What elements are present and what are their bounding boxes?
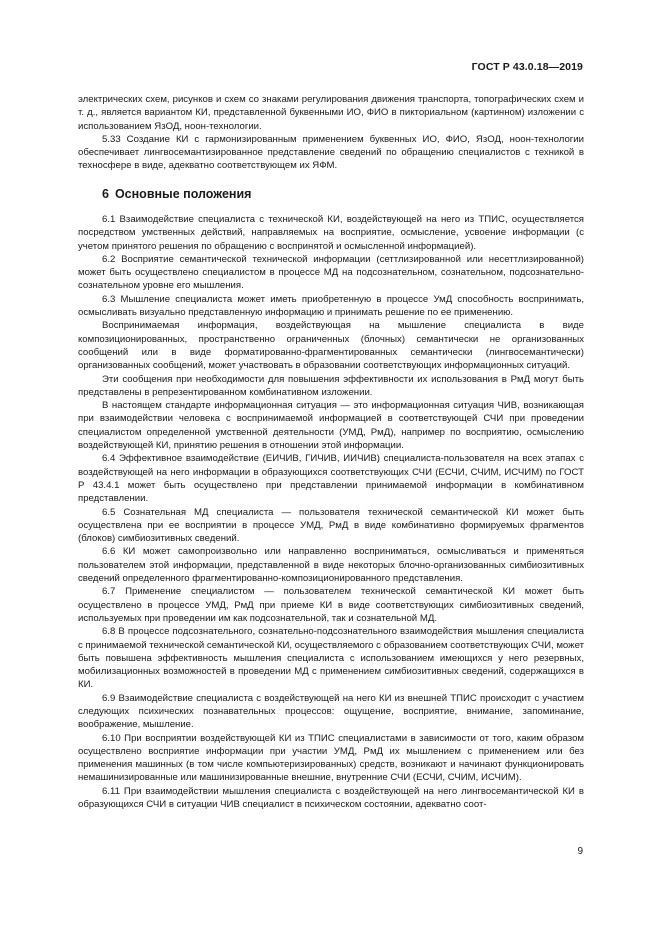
paragraph: 6.4 Эффективное взаимодействие (ЕИЧИВ, ГИЧИВ, ИИЧИВ) специалиста-пользователя на всех этапах с воздействующей на него информации в образующихся соответствующих СЧИ (ЕСЧИ, СЧИМ, ИСЧИМ) по ГОСТ Р 43.4.1 может быть осуществлено при представлении принимаемой информации в комбинативном представлении. xyxy=(78,453,584,505)
paragraph: 6.10 При восприятии воздействующей КИ из ТПИС специалистами в зависимости от того, каким образом осуществлено восприятие информации при участии УМД, РмД их мышлением с применением или без применения машинных (в том числе компьютеризированных) средств, возникают и начинают функционировать немашинизированные или машинизированные внешние, внутренние СЧИ (ЕСЧИ, СЧИМ, ИСЧИМ). xyxy=(78,732,584,784)
paragraph: Эти сообщения при необходимости для повышения эффективности их использования в РмД могут быть представлены в репрезентированном комбинативном изложении. xyxy=(78,373,584,398)
intro-paragraph: 5.33 Создание КИ с гармонизированным применением буквенных ИО, ФИО, ЯзОД, ноон-технологии обеспечивает лингвосемантизированное представление сведений по обращению специалистов с техникой в техносфере в виде, адекватно соответствующем их ЯФМ. xyxy=(78,133,584,172)
paragraph: 6.3 Мышление специалиста может иметь приобретенную в процессе УмД способность воспринимать, осмысливать визуально представленную информацию и принимать решение по ее применению. xyxy=(78,293,584,319)
paragraph: 6.8 В процессе подсознательного, сознательно-подсознательного взаимодействия мышления специалиста с принимаемой технической семантической КИ, осуществляемого с образованием соответствующих СЧИ, может быть повышена эффективность мышления специалиста с использованием имеющихся у него резервных, мобилизационных возможностей в проведении МД с применением симбиозитивных сведений, содержащихся в КИ. xyxy=(78,626,584,691)
section-title: Основные положения xyxy=(114,187,252,201)
paragraph: 6.2 Восприятие семантической технической информации (сеттлизированной или несеттлизированной) может быть осуществлено специалистом в процессе МД на подсознательном, сознательном, подсознательно-сознательном уровне его мышления. xyxy=(78,253,584,292)
paragraph: 6.5 Сознательная МД специалиста — пользователя технической семантической КИ может быть осуществлена при ее восприятии в процессе УМД, РмД в виде комбинативно формируемых фрагментов (блоков) симбиозитивных сведений. xyxy=(78,506,584,545)
paragraph: Воспринимаемая информация, воздействующая на мышление специалиста в виде композиционированных, пространственно ограниченных (блочных) семантически не организованных сообщений или в виде форматированно-фрагментированных семантически (лингвосемантически) организованных сообщений, может участвовать в образовании соответствующих информационных ситуаций. xyxy=(78,320,584,372)
paragraph: 6.11 При взаимодействии мышления специалиста с воздействующей на него лингвосемантической КИ в образующихся СЧИ в ситуации ЧИВ специалист в психическом состоянии, адекватно соот- xyxy=(78,785,584,811)
intro-text xyxy=(78,93,584,173)
section-number: 6 xyxy=(102,187,109,201)
page-number: 9 xyxy=(577,846,583,857)
section-heading xyxy=(102,187,251,201)
paragraph: 6.6 КИ может самопроизвольно или направленно восприниматься, осмысливаться и применяться пользователем этой информации, представленной в виде некоторых блочно-организованных симбиозитивных сведений определенного фрагментированно-композиционированного представления. xyxy=(78,546,584,585)
paragraph: В настоящем стандарте информационная ситуация — это информационная ситуация ЧИВ, возникающая при взаимодействии человека с воспринимаемой информацией в соответствующей СЧИ при проведении специалистом определенной умственной деятельности (УМД, РмД), например по восприятию, осмыслению воздействующей КИ, принятию решения в отношении этой информации. xyxy=(78,400,584,452)
section-body xyxy=(78,213,584,811)
document-header: ГОСТ Р 43.0.18—2019 xyxy=(471,61,583,73)
intro-paragraph: электрических схем, рисунков и схем со знаками регулирования движения транспорта, топографических схем и т. д., является вариантом КИ, представленной буквенными ИО, ФИО в пикториальном (картинном) изложении с использованием ЯзОД, ноон-технологии. xyxy=(78,94,584,132)
paragraph: 6.7 Применение специалистом — пользователем технической семантической КИ может быть осуществлено в процессе УМД, РмД при приеме КИ в виде соответствующих симбиозитивных сведений, используемых при проведении им как подсознательной, так и сознательной МД. xyxy=(78,586,584,624)
paragraph: 6.9 Взаимодействие специалиста с воздействующей на него КИ из внешней ТПИС происходит с участием следующих психических познавательных процессов: ощущение, восприятие, внимание, запоминание, воображение, мышление. xyxy=(78,692,584,731)
paragraph: 6.1 Взаимодействие специалиста с технической КИ, воздействующей на него из ТПИС, осуществляется посредством умственных действий, направляемых на восприятие, осмысление, усвоение информации (с учетом принятого решения по обращению с воспринятой и осмысленной информацией). xyxy=(78,214,584,252)
